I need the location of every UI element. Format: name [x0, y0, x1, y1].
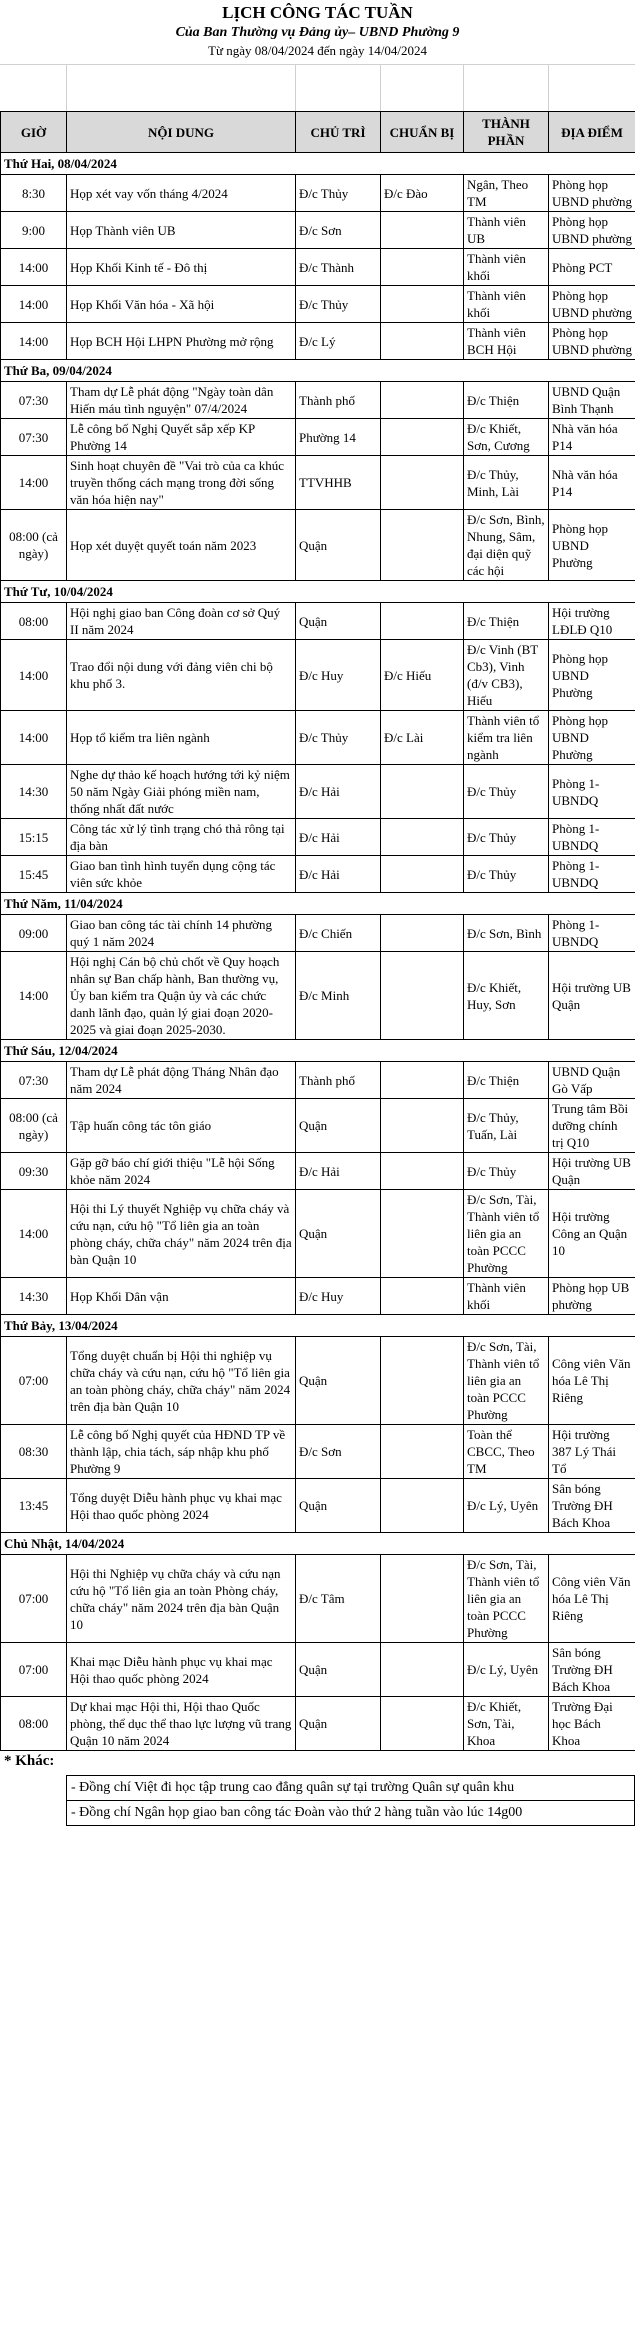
day-header-row [1, 581, 635, 603]
table-header-row [1, 112, 635, 153]
cell-content: Họp xét duyệt quyết toán năm 2023 [67, 510, 296, 581]
cell-chair: Quận [296, 1479, 381, 1533]
cell-members: Đ/c Sơn, Bình [464, 915, 549, 952]
schedule-table [0, 111, 635, 1751]
day-label: Thứ Bảy, 13/04/2024 [1, 1315, 635, 1337]
table-row [1, 286, 635, 323]
cell-content: Họp Khối Văn hóa - Xã hội [67, 286, 296, 323]
cell-content: Họp tổ kiểm tra liên ngành [67, 711, 296, 765]
cell-prepare [381, 603, 464, 640]
cell-prepare [381, 819, 464, 856]
table-row [1, 765, 635, 819]
cell-time: 08:00 (cả ngày) [1, 510, 67, 581]
table-row [1, 1479, 635, 1533]
cell-place: Phòng PCT [549, 249, 635, 286]
blank-grid-row [0, 64, 635, 111]
cell-chair: Đ/c Hải [296, 856, 381, 893]
table-row [1, 510, 635, 581]
cell-content: Gặp gỡ báo chí giới thiệu "Lễ hội Sống khỏe năm 2024 [67, 1153, 296, 1190]
cell-place: Trường Đại học Bách Khoa [549, 1697, 635, 1751]
cell-chair: Đ/c Tâm [296, 1555, 381, 1643]
cell-chair: Đ/c Hải [296, 1153, 381, 1190]
day-label: Thứ Năm, 11/04/2024 [1, 893, 635, 915]
table-row [1, 915, 635, 952]
table-row [1, 952, 635, 1040]
cell-chair: Đ/c Huy [296, 640, 381, 711]
table-row [1, 1153, 635, 1190]
other-notes [0, 1751, 635, 1826]
cell-content: Hội nghị Cán bộ chủ chốt về Quy hoạch nhân sự Ban chấp hành, Ban thường vụ, Ủy ban kiểm tra Quận ủy và các chức danh lãnh đạo, quản lý giai đoạn 2020-2025 và giai đoạn 2025-2030. [67, 952, 296, 1040]
col-header-time: GIỜ [1, 112, 67, 153]
table-row [1, 1062, 635, 1099]
cell-members: Đ/c Thủy, Tuấn, Lài [464, 1099, 549, 1153]
table-row [1, 1697, 635, 1751]
cell-prepare [381, 249, 464, 286]
note-item: - Đồng chí Việt đi học tập trung cao đẳng quân sự tại trường Quân sự quân khu [67, 1776, 635, 1801]
cell-content: Hội thi Nghiệp vụ chữa cháy và cứu nạn cứu hộ "Tổ liên gia an toàn Phòng cháy, chữa cháy" năm 2024 trên địa bàn Quận 10 [67, 1555, 296, 1643]
schedule-body [1, 153, 635, 1751]
cell-prepare [381, 456, 464, 510]
cell-members: Ngân, Theo TM [464, 175, 549, 212]
cell-place: Phòng họp UB phường [549, 1278, 635, 1315]
cell-place: Phòng họp UBND phường [549, 175, 635, 212]
cell-place: UBND Quận Bình Thạnh [549, 382, 635, 419]
cell-time: 14:30 [1, 1278, 67, 1315]
cell-time: 14:00 [1, 456, 67, 510]
col-header-members: THÀNH PHẦN [464, 112, 549, 153]
cell-members: Đ/c Khiết, Huy, Sơn [464, 952, 549, 1040]
cell-time: 07:30 [1, 419, 67, 456]
cell-place: Nhà văn hóa P14 [549, 456, 635, 510]
cell-prepare: Đ/c Lài [381, 711, 464, 765]
cell-members: Thành viên BCH Hội [464, 323, 549, 360]
other-label: * Khác: [4, 1753, 55, 1769]
cell-content: Hội nghị giao ban Công đoàn cơ sở Quý II năm 2024 [67, 603, 296, 640]
table-row [1, 1555, 635, 1643]
cell-time: 09:30 [1, 1153, 67, 1190]
cell-content: Khai mạc Diễu hành phục vụ khai mạc Hội thao quốc phòng 2024 [67, 1643, 296, 1697]
table-row [1, 711, 635, 765]
cell-chair: Phường 14 [296, 419, 381, 456]
cell-members: Đ/c Khiết, Sơn, Tài, Khoa [464, 1697, 549, 1751]
schedule-header [0, 0, 635, 60]
cell-members: Đ/c Thiện [464, 382, 549, 419]
cell-place: Sân bóng Trường ĐH Bách Khoa [549, 1479, 635, 1533]
cell-members: Đ/c Sơn, Tài, Thành viên tổ liên gia an toàn PCCC Phường [464, 1190, 549, 1278]
cell-content: Hội thi Lý thuyết Nghiệp vụ chữa cháy và cứu nạn, cứu hộ "Tổ liên gia an toàn phòng cháy, chữa cháy" năm 2024 trên địa bàn Quận 10 [67, 1190, 296, 1278]
cell-chair: Đ/c Hải [296, 819, 381, 856]
cell-place: Phòng họp UBND phường [549, 286, 635, 323]
cell-members: Đ/c Thiện [464, 603, 549, 640]
cell-prepare [381, 1337, 464, 1425]
cell-content: Giao ban tình hình tuyển dụng cộng tác viên sức khỏe [67, 856, 296, 893]
cell-place: Hội trường UB Quận [549, 1153, 635, 1190]
cell-time: 15:15 [1, 819, 67, 856]
cell-place: Phòng 1-UBNDQ [549, 856, 635, 893]
cell-place: Hội trường 387 Lý Thái Tổ [549, 1425, 635, 1479]
cell-prepare [381, 915, 464, 952]
cell-members: Đ/c Lý, Uyên [464, 1479, 549, 1533]
day-label: Thứ Hai, 08/04/2024 [1, 153, 635, 175]
col-header-chair: CHỦ TRÌ [296, 112, 381, 153]
cell-content: Họp Khối Dân vận [67, 1278, 296, 1315]
cell-members: Thành viên khối [464, 286, 549, 323]
cell-prepare [381, 382, 464, 419]
day-header-row [1, 893, 635, 915]
cell-prepare [381, 1099, 464, 1153]
cell-content: Tổng duyệt Diễu hành phục vụ khai mạc Hội thao quốc phòng 2024 [67, 1479, 296, 1533]
cell-content: Họp BCH Hội LHPN Phường mở rộng [67, 323, 296, 360]
cell-content: Họp xét vay vốn tháng 4/2024 [67, 175, 296, 212]
cell-members: Đ/c Khiết, Sơn, Cương [464, 419, 549, 456]
table-row [1, 1337, 635, 1425]
cell-prepare [381, 1425, 464, 1479]
cell-members: Đ/c Thủy [464, 765, 549, 819]
cell-chair: Đ/c Sơn [296, 1425, 381, 1479]
day-label: Thứ Tư, 10/04/2024 [1, 581, 635, 603]
cell-prepare [381, 1062, 464, 1099]
day-header-row [1, 153, 635, 175]
cell-content: Trao đổi nội dung với đảng viên chi bộ khu phố 3. [67, 640, 296, 711]
cell-prepare [381, 952, 464, 1040]
table-row [1, 1099, 635, 1153]
col-header-content: NỘI DUNG [67, 112, 296, 153]
cell-place: Phòng họp UBND phường [549, 323, 635, 360]
day-label: Thứ Sáu, 12/04/2024 [1, 1040, 635, 1062]
cell-chair: Đ/c Sơn [296, 212, 381, 249]
cell-chair: Đ/c Huy [296, 1278, 381, 1315]
cell-prepare: Đ/c Hiếu [381, 640, 464, 711]
cell-chair: Thành phố [296, 1062, 381, 1099]
cell-prepare [381, 1643, 464, 1697]
cell-chair: Đ/c Chiến [296, 915, 381, 952]
cell-time: 14:00 [1, 286, 67, 323]
cell-place: Công viên Văn hóa Lê Thị Riêng [549, 1337, 635, 1425]
table-row [1, 456, 635, 510]
cell-place: Phòng họp UBND phường [549, 212, 635, 249]
cell-prepare [381, 323, 464, 360]
cell-time: 14:30 [1, 765, 67, 819]
cell-chair: Đ/c Hải [296, 765, 381, 819]
cell-content: Tham dự Lễ phát động Tháng Nhân đạo năm 2024 [67, 1062, 296, 1099]
cell-members: Đ/c Sơn, Bình, Nhung, Sâm, đại diện quỹ các hội [464, 510, 549, 581]
cell-place: Phòng họp UBND Phường [549, 510, 635, 581]
cell-chair: TTVHHB [296, 456, 381, 510]
cell-members: Thành viên khối [464, 1278, 549, 1315]
cell-time: 14:00 [1, 249, 67, 286]
cell-chair: Quận [296, 1697, 381, 1751]
col-header-prepare: CHUẨN BỊ [381, 112, 464, 153]
cell-prepare [381, 1479, 464, 1533]
cell-prepare [381, 510, 464, 581]
cell-place: Phòng 1-UBNDQ [549, 765, 635, 819]
cell-time: 14:00 [1, 323, 67, 360]
cell-prepare [381, 1555, 464, 1643]
cell-place: Phòng 1-UBNDQ [549, 819, 635, 856]
cell-chair: Đ/c Thủy [296, 286, 381, 323]
cell-chair: Đ/c Thủy [296, 711, 381, 765]
notes-list [66, 1775, 635, 1826]
cell-place: Trung tâm Bồi dưỡng chính trị Q10 [549, 1099, 635, 1153]
cell-time: 07:30 [1, 1062, 67, 1099]
cell-members: Đ/c Thủy [464, 856, 549, 893]
cell-chair: Đ/c Lý [296, 323, 381, 360]
cell-content: Họp Khối Kinh tế - Đô thị [67, 249, 296, 286]
page-title: LỊCH CÔNG TÁC TUẦN [222, 3, 413, 22]
cell-prepare: Đ/c Đào [381, 175, 464, 212]
cell-time: 09:00 [1, 915, 67, 952]
cell-members: Đ/c Lý, Uyên [464, 1643, 549, 1697]
table-row [1, 419, 635, 456]
date-range: Từ ngày 08/04/2024 đến ngày 14/04/2024 [208, 43, 427, 58]
cell-content: Dự khai mạc Hội thi, Hội thao Quốc phòng, thể dục thể thao lực lượng vũ trang Quận 10 năm 2024 [67, 1697, 296, 1751]
cell-place: Phòng 1-UBNDQ [549, 915, 635, 952]
cell-place: Nhà văn hóa P14 [549, 419, 635, 456]
cell-time: 14:00 [1, 952, 67, 1040]
cell-members: Đ/c Thủy [464, 819, 549, 856]
cell-time: 14:00 [1, 640, 67, 711]
cell-prepare [381, 856, 464, 893]
table-row [1, 382, 635, 419]
cell-content: Nghe dự thảo kế hoạch hướng tới kỷ niệm 50 năm Ngày Giải phóng miền nam, thống nhất đất nước [67, 765, 296, 819]
day-header-row [1, 1315, 635, 1337]
cell-content: Tổng duyệt chuẩn bị Hội thi nghiệp vụ chữa cháy và cứu nạn, cứu hộ "Tổ liên gia an toàn phòng cháy, chữa cháy" năm 2024 trên địa bàn Quận 10 [67, 1337, 296, 1425]
day-label: Thứ Ba, 09/04/2024 [1, 360, 635, 382]
col-header-place: ĐỊA ĐIỂM [549, 112, 635, 153]
cell-time: 08:00 [1, 603, 67, 640]
cell-members: Đ/c Vinh (BT Cb3), Vinh (đ/v CB3), Hiếu [464, 640, 549, 711]
cell-chair: Đ/c Minh [296, 952, 381, 1040]
cell-prepare [381, 212, 464, 249]
cell-prepare [381, 286, 464, 323]
table-row [1, 212, 635, 249]
table-row [1, 1278, 635, 1315]
day-header-row [1, 1040, 635, 1062]
cell-place: Phòng họp UBND Phường [549, 640, 635, 711]
cell-chair: Quận [296, 603, 381, 640]
table-row [1, 856, 635, 893]
cell-members: Đ/c Thủy [464, 1153, 549, 1190]
table-row [1, 249, 635, 286]
cell-chair: Quận [296, 1190, 381, 1278]
cell-members: Đ/c Sơn, Tài, Thành viên tổ liên gia an toàn PCCC Phường [464, 1555, 549, 1643]
cell-members: Thành viên UB [464, 212, 549, 249]
cell-content: Họp Thành viên UB [67, 212, 296, 249]
cell-time: 13:45 [1, 1479, 67, 1533]
cell-members: Thành viên tổ kiểm tra liên ngành [464, 711, 549, 765]
cell-members: Đ/c Thủy, Minh, Lài [464, 456, 549, 510]
day-label: Chủ Nhật, 14/04/2024 [1, 1533, 635, 1555]
cell-prepare [381, 1153, 464, 1190]
day-header-row [1, 1533, 635, 1555]
cell-chair: Đ/c Thành [296, 249, 381, 286]
cell-time: 08:30 [1, 1425, 67, 1479]
table-row [1, 640, 635, 711]
cell-place: Hội trường LĐLĐ Q10 [549, 603, 635, 640]
table-row [1, 323, 635, 360]
cell-time: 14:00 [1, 711, 67, 765]
cell-prepare [381, 1278, 464, 1315]
page-subtitle: Của Ban Thường vụ Đảng ủy– UBND Phường 9 [175, 25, 460, 40]
cell-chair: Thành phố [296, 382, 381, 419]
cell-time: 14:00 [1, 1190, 67, 1278]
cell-content: Tham dự Lễ phát động "Ngày toàn dân Hiến máu tình nguyện" 07/4/2024 [67, 382, 296, 419]
cell-content: Sinh hoạt chuyên đề "Vai trò của ca khúc truyền thống cách mạng trong đời sống văn hóa hiện nay" [67, 456, 296, 510]
day-header-row [1, 360, 635, 382]
cell-content: Tập huấn công tác tôn giáo [67, 1099, 296, 1153]
cell-place: Hội trường UB Quận [549, 952, 635, 1040]
cell-time: 07:00 [1, 1337, 67, 1425]
cell-place: Hội trường Công an Quận 10 [549, 1190, 635, 1278]
cell-prepare [381, 1697, 464, 1751]
cell-place: Sân bóng Trường ĐH Bách Khoa [549, 1643, 635, 1697]
cell-content: Công tác xử lý tình trạng chó thả rông tại địa bàn [67, 819, 296, 856]
table-row [1, 603, 635, 640]
cell-time: 9:00 [1, 212, 67, 249]
cell-time: 07:30 [1, 382, 67, 419]
note-item: - Đồng chí Ngân họp giao ban công tác Đoàn vào thứ 2 hàng tuần vào lúc 14g00 [67, 1801, 635, 1826]
cell-time: 08:00 (cả ngày) [1, 1099, 67, 1153]
cell-content: Giao ban công tác tài chính 14 phường quý 1 năm 2024 [67, 915, 296, 952]
cell-prepare [381, 1190, 464, 1278]
table-row [1, 819, 635, 856]
cell-members: Đ/c Thiện [464, 1062, 549, 1099]
table-row [1, 175, 635, 212]
cell-content: Lễ công bố Nghị quyết của HĐND TP về thành lập, chia tách, sáp nhập khu phố Phường 9 [67, 1425, 296, 1479]
cell-time: 07:00 [1, 1643, 67, 1697]
table-row [1, 1643, 635, 1697]
cell-members: Đ/c Sơn, Tài, Thành viên tổ liên gia an toàn PCCC Phường [464, 1337, 549, 1425]
cell-place: Công viên Văn hóa Lê Thị Riêng [549, 1555, 635, 1643]
cell-chair: Quận [296, 1099, 381, 1153]
cell-members: Thành viên khối [464, 249, 549, 286]
cell-chair: Quận [296, 510, 381, 581]
cell-time: 07:00 [1, 1555, 67, 1643]
cell-members: Toàn thể CBCC, Theo TM [464, 1425, 549, 1479]
cell-chair: Đ/c Thủy [296, 175, 381, 212]
cell-time: 8:30 [1, 175, 67, 212]
table-row [1, 1190, 635, 1278]
cell-place: UBND Quận Gò Vấp [549, 1062, 635, 1099]
cell-prepare [381, 419, 464, 456]
cell-time: 08:00 [1, 1697, 67, 1751]
cell-place: Phòng họp UBND Phường [549, 711, 635, 765]
cell-chair: Quận [296, 1337, 381, 1425]
cell-content: Lễ công bố Nghị Quyết sắp xếp KP Phường 14 [67, 419, 296, 456]
cell-time: 15:45 [1, 856, 67, 893]
cell-prepare [381, 765, 464, 819]
table-row [1, 1425, 635, 1479]
cell-chair: Quận [296, 1643, 381, 1697]
